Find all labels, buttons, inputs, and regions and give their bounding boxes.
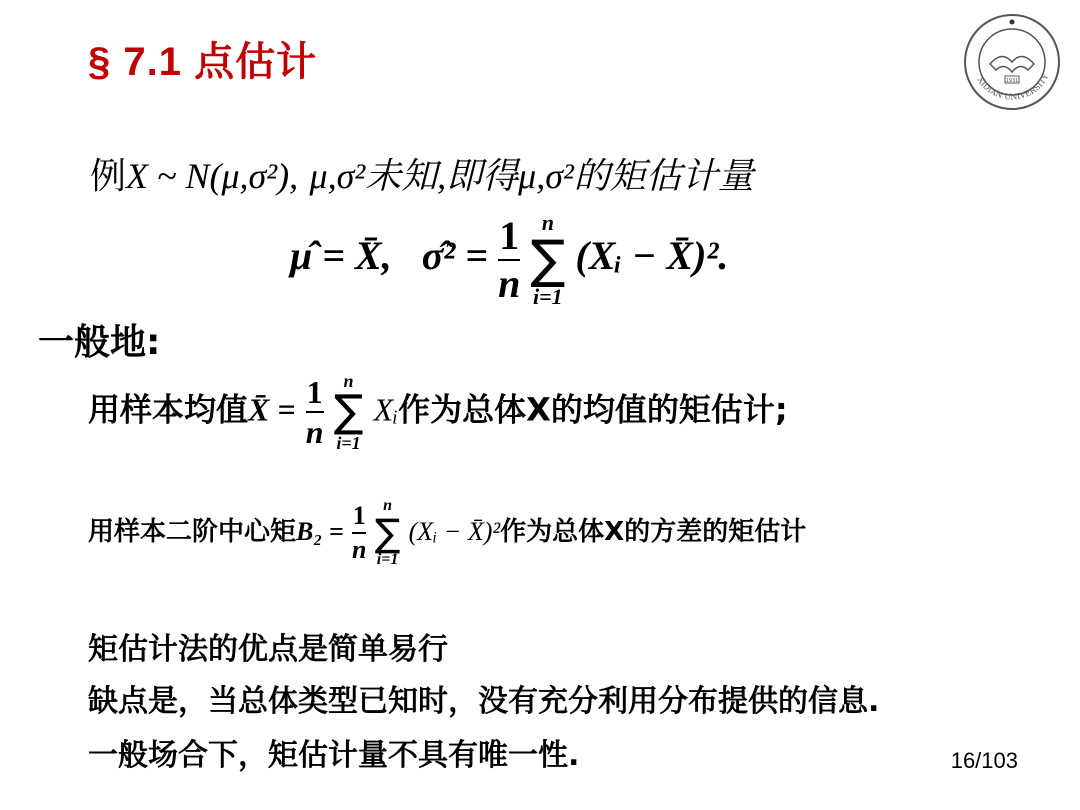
sample-term: Xᵢ	[373, 391, 399, 428]
one-over-n-fraction: $\frac{1}{n}$	[498, 213, 521, 306]
svg-text:1931: 1931	[1005, 78, 1019, 84]
summation-sign: n ∑ i=1	[374, 497, 401, 568]
one-over-n-fraction: $\frac{1}{n}$	[352, 501, 367, 564]
mu-hat-eq: μ̂ = X̄,	[290, 233, 392, 279]
second-moment-suffix: 作为总体X的方差的矩估计	[500, 517, 807, 547]
unknown-params-text: μ,σ²未知,即得μ,σ²的矩估计量	[309, 156, 754, 196]
second-moment-prefix: 用样本二阶中心矩	[88, 517, 297, 547]
advantage-text: 矩估计法的优点是简单易行	[88, 632, 448, 667]
moment-estimator-formula	[290, 212, 728, 308]
distribution-formula: X ~ N(μ,σ²),	[126, 156, 299, 196]
sample-mean-prefix: 用样本均值	[88, 390, 249, 429]
second-moment-lhs: B₂ =	[296, 517, 344, 546]
example-prefix: 例	[90, 156, 127, 197]
sigma-hat-eq: σ̂² =	[421, 233, 489, 279]
sample-mean-suffix: 作为总体X的均值的矩估计;	[398, 390, 788, 429]
page-number: 16/103	[950, 748, 1018, 773]
sample-mean-lhs: X̄ =	[248, 391, 296, 428]
summation-sign: n ∑ i=1	[530, 210, 566, 309]
general-heading: 一般地:	[38, 322, 161, 363]
one-over-n-fraction: $\frac{1}{n}$	[305, 374, 324, 450]
example-line	[90, 148, 754, 199]
university-seal-logo	[962, 12, 1062, 112]
non-uniqueness-text: 一般场合下，矩估计量不具有唯一性.	[88, 738, 580, 773]
central-moment-term: (Xᵢ − X̄)²	[408, 517, 501, 546]
slide-title: § 7.1 点估计	[88, 40, 318, 84]
second-moment-line	[88, 498, 806, 568]
drawback-text: 缺点是，当总体类型已知时，没有充分利用分布提供的信息.	[88, 684, 880, 719]
summation-sign: n ∑ i=1	[333, 371, 364, 453]
variance-term: (Xᵢ − X̄)².	[575, 233, 729, 279]
svg-text:XIDIAN UNIVERSITY: XIDIAN UNIVERSITY	[975, 72, 1051, 102]
sample-mean-line	[88, 372, 788, 452]
